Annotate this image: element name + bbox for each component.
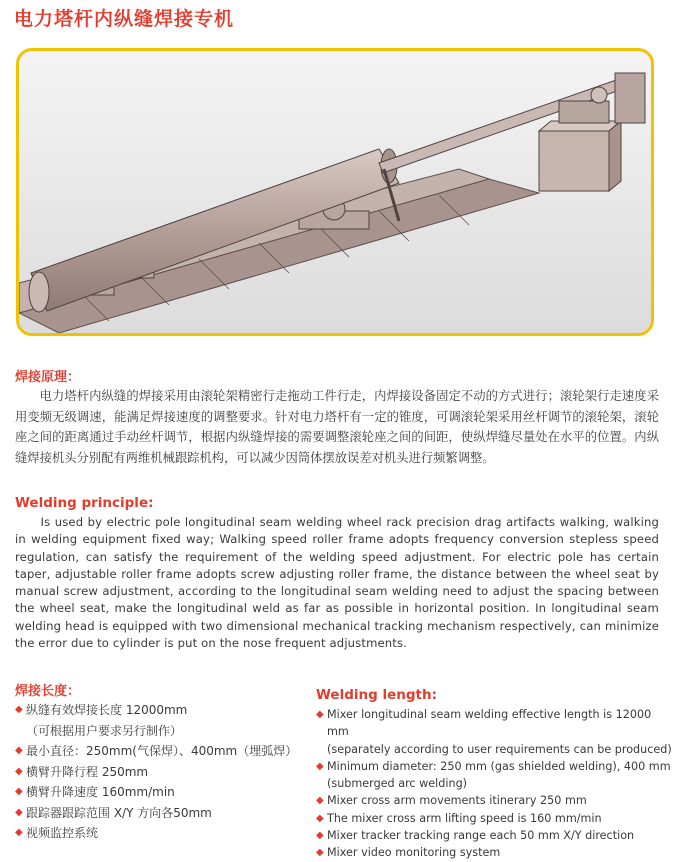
length-cn-heading: 焊接长度： <box>15 684 81 699</box>
length-cn-item-text: 跟踪器跟踪范围 X/Y 方向各50mm <box>26 805 212 820</box>
length-en-item <box>316 775 676 792</box>
length-cn-item <box>15 700 315 721</box>
bullet-icon: ◆ <box>15 786 23 797</box>
length-en-item-text: (submerged arc welding) <box>327 777 468 791</box>
bullet-icon: ◆ <box>15 765 23 777</box>
length-cn-item <box>15 721 315 742</box>
length-cn-item-text: 纵缝有效焊接长度 12000mm <box>26 703 188 717</box>
length-cn-item-text: 最小直径：250mm(气保焊）、400mm（埋弧焊） <box>26 744 298 758</box>
page-title: 电力塔杆内纵缝焊接专机 <box>14 8 235 30</box>
length-cn-list <box>15 700 315 844</box>
length-en-item <box>316 706 676 741</box>
length-en-item-text: Mixer video monitoring system <box>327 846 501 860</box>
length-cn-item <box>15 823 315 844</box>
bullet-icon: ◆ <box>316 847 324 859</box>
length-cn-item-text: （可根据用户要求另行制作） <box>26 723 183 738</box>
bullet-icon: ◆ <box>316 709 324 720</box>
bullet-icon: ◆ <box>15 806 23 818</box>
length-cn-item-text: 视频监控系统 <box>26 826 99 840</box>
length-en-item-text: Minimum diameter: 250 mm (gas shielded welding), 400 mm <box>327 759 671 773</box>
length-en-heading: Welding length: <box>316 687 437 703</box>
length-cn-item-text: 横臂升降速度 160mm/min <box>26 785 175 799</box>
length-en-item-text: Mixer tracker tracking range each 50 mm X/Y direction <box>327 829 635 843</box>
bullet-icon: ◆ <box>15 745 23 756</box>
bullet-icon: ◆ <box>316 760 324 772</box>
length-en-item <box>316 792 676 809</box>
bullet-icon: ◆ <box>316 812 324 824</box>
length-en-item-text: (separately according to user requirements can be produced) <box>327 742 672 756</box>
length-en-item <box>316 758 676 775</box>
principle-en-text: Is used by electric pole longitudinal seam welding wheel rack precision drag artifacts walking, walking in welding equipment fixed way; Walking speed roller frame adopts frequency conversion stepless speed regulation, can satisfy the requirement of the welding speed adjustment. For electric pole has certain taper, adjustable roller frame adopts screw adjusting roller frame, the distance between the wheel seat by manual screw adjustment, according to the longitudinal seam welding need to adjust the spacing between the wheel seat, make the longitudinal weld as far as possible in horizontal position. In longitudinal seam welding head is equipped with two dimensional mechanical tracking mechanism respectively, can minimize the error due to cylinder is put on the nose frequent adjustments. <box>15 515 659 651</box>
bullet-icon: ◆ <box>15 704 23 715</box>
length-cn-item <box>15 762 315 783</box>
bullet-icon: ◆ <box>316 795 324 807</box>
bullet-icon: ◆ <box>316 830 324 842</box>
length-en-item-text: The mixer cross arm lifting speed is 160 mm/min <box>327 811 602 825</box>
length-en-list <box>316 706 676 862</box>
length-cn-item-text: 横臂升降行程 250mm <box>26 764 149 779</box>
length-en-item-text: Mixer longitudinal seam welding effective length is 12000 mm <box>327 708 652 739</box>
length-en-item <box>316 810 676 827</box>
machine-illustration <box>16 48 654 336</box>
machine-drawing <box>19 51 651 333</box>
length-en-item <box>316 844 676 861</box>
principle-cn-heading: 焊接原理： <box>15 370 81 385</box>
length-en-item <box>316 741 676 758</box>
principle-en-heading: Welding principle: <box>15 495 154 511</box>
length-cn-item <box>15 803 315 824</box>
bullet-icon: ◆ <box>15 827 23 838</box>
length-en-item-text: Mixer cross arm movements itinerary 250 mm <box>327 794 587 808</box>
length-cn-item <box>15 782 315 803</box>
length-cn-item <box>15 741 315 762</box>
length-en-item <box>316 827 676 844</box>
principle-cn-text: 电力塔杆内纵缝的焊接采用由滚轮架精密行走拖动工件行走，内焊接设备固定不动的方式进行；滚轮架行走速度采用变频无级调速，能满足焊接速度的调整要求。针对电力塔杆有一定的锥度，可调滚轮架采用丝杆调节的滚轮架，滚轮座之间的距离通过手动丝杆调节，根据内纵缝焊接的需要调整滚轮座之间的间距，使纵焊缝尽量处在水平的位置。内纵缝焊接机头分别配有两维机械跟踪机构，可以减少因筒体摆放误差对机头进行频繁调整。 <box>15 389 659 465</box>
